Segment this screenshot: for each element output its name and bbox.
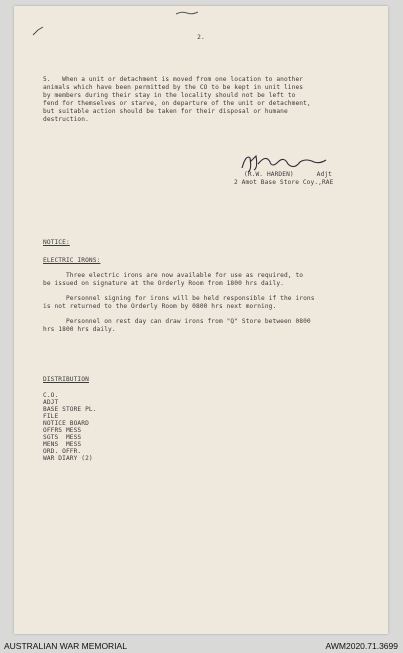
footer-institution: AUSTRALIAN WAR MEMORIAL (4, 641, 127, 651)
distribution-item: SGTS MESS (43, 434, 82, 441)
distribution-item: MENS MESS (43, 441, 82, 448)
distribution-heading: DISTRIBUTION (43, 376, 89, 383)
para5-line: destruction. (43, 116, 89, 123)
distribution-item: BASE STORE PL. (43, 406, 97, 413)
para5-line: but suitable action should be taken for their disposal or humane (43, 108, 288, 115)
distribution-item: OFFRS MESS (43, 427, 82, 434)
distribution-item: ORD. OFFR. (43, 448, 82, 455)
archive-footer (0, 638, 403, 653)
notice-p3-line: Personnel on rest day can draw irons from "Q" Store between 0800 (43, 318, 311, 325)
para5-line: animals which have been permitted by the CO to be kept in unit lines (43, 84, 304, 91)
notice-p1-line: be issued on signature at the Orderly Room from 1800 hrs daily. (43, 280, 284, 287)
top-ink-mark (174, 10, 200, 16)
notice-p1-line: Three electric irons are now available for use as required, to (43, 272, 304, 279)
page-number: 2. (197, 34, 205, 41)
footer-accession-number: AWM2020.71.3699 (325, 641, 398, 651)
para5-line: by members during their stay in the locality should not be left to (43, 92, 296, 99)
document-page (14, 6, 388, 634)
notice-p2-line: Personnel signing for irons will be held responsible if the irons (43, 295, 315, 302)
notice-p3-line: hrs 1800 hrs daily. (43, 326, 116, 333)
notice-p2-line: is not returned to the Orderly Room by 0800 hrs next morning. (43, 303, 277, 310)
notice-subheading: ELECTRIC IRONS: (43, 257, 101, 264)
distribution-item: NOTICE BOARD (43, 420, 89, 427)
distribution-item: WAR DIARY (2) (43, 455, 93, 462)
distribution-item: ADJT (43, 399, 59, 406)
para5-line: 5. When a unit or detachment is moved from one location to another (43, 76, 304, 83)
para5-line: fend for themselves or starve, on departure of the unit or detachment, (43, 100, 311, 107)
distribution-item: C.O. (43, 392, 59, 399)
signature-name: (R.W. HARDEN) Adjt (244, 171, 332, 178)
notice-heading: NOTICE: (43, 239, 70, 246)
signature-unit: 2 Amot Base Store Coy.,RAE (234, 179, 334, 186)
distribution-item: FILE (43, 413, 59, 420)
